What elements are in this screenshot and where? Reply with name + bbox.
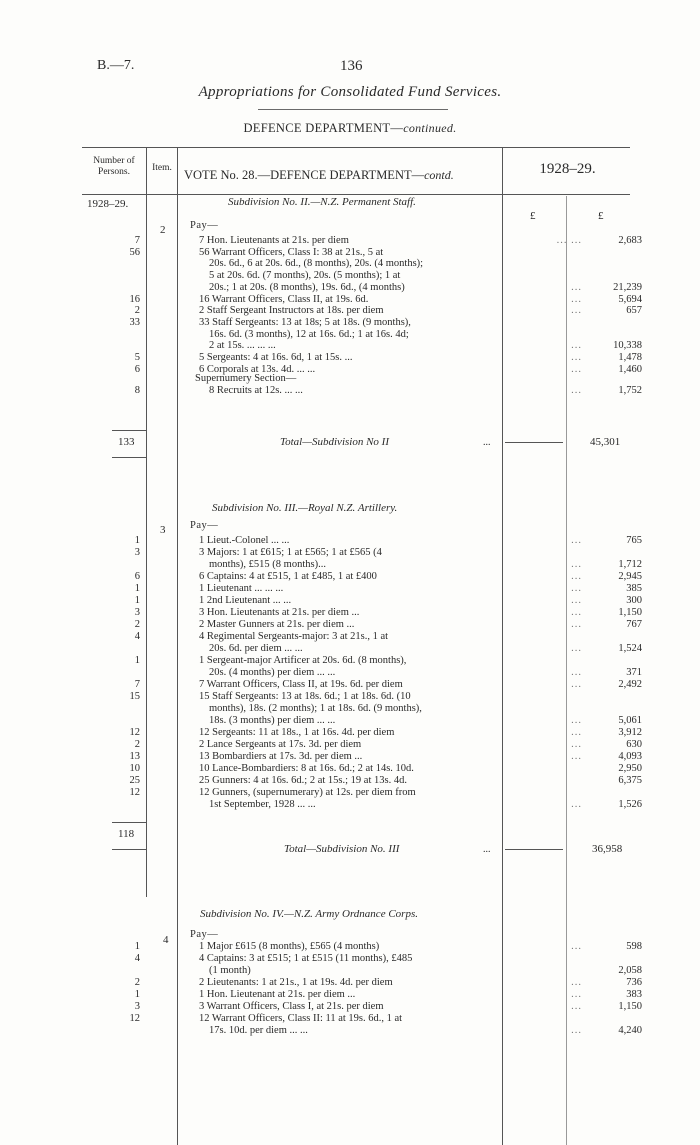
leader-dots: ...	[571, 1001, 582, 1012]
table-row	[84, 941, 642, 953]
amount-cell: 657	[626, 305, 642, 317]
amount-cell: 4,240	[618, 1025, 642, 1036]
description-cell: (1 month)	[209, 965, 251, 976]
subdivision-2-pay-label: Pay—	[190, 220, 219, 231]
persons-cell: 25	[129, 775, 140, 786]
table-top-rule	[82, 147, 630, 148]
description-cell: 12 Warrant Officers, Class II: 11 at 19s. 6d., 1 at	[199, 1013, 403, 1024]
table-row	[84, 715, 642, 727]
subdivision-2-item-number: 2	[160, 224, 166, 236]
description-cell: 2 Lieutenants: 1 at 21s., 1 at 19s. 4d. per diem	[199, 977, 393, 988]
amount-cell: 1,526	[618, 799, 642, 810]
amount-cell: 765	[626, 535, 642, 546]
table-row	[84, 595, 642, 607]
leader-dots: ...	[571, 595, 582, 606]
persons-cell: 3	[134, 547, 140, 558]
description-cell: 8 Recruits at 12s. ... ...	[209, 385, 303, 396]
leader-dots: ...	[571, 1025, 582, 1036]
table-row	[84, 751, 642, 763]
leader-dots: ...	[571, 799, 582, 810]
table-row	[84, 787, 634, 799]
description-cell: 2 at 15s. ... ... ...	[209, 340, 276, 352]
amount-cell: 6,375	[618, 775, 642, 786]
description-cell: 18s. (3 months) per diem ... ...	[209, 715, 336, 726]
description-cell: 15 Staff Sergeants: 13 at 18s. 6d.; 1 at 18s. 6d. (10	[199, 691, 411, 702]
persons-cell: 1	[134, 535, 140, 546]
table-row	[84, 559, 642, 571]
leader-dots: ...	[571, 619, 582, 630]
supernumerary-label: Supernumery Section—	[195, 373, 297, 384]
pound-sign-left: £	[530, 210, 536, 222]
description-cell: 2 Master Gunners at 21s. per diem ...	[199, 619, 355, 630]
table-row	[84, 727, 642, 739]
subdivision-2-title: Subdivision No. II.—N.Z. Permanent Staff.	[228, 196, 416, 208]
amount-cell: 1,524	[618, 643, 642, 654]
leader-dots: ...	[571, 281, 582, 293]
description-cell: 4 Captains: 3 at £515; 1 at £515 (11 months), £485	[199, 953, 413, 964]
description-cell: 7 Warrant Officers, Class II, at 19s. 6d. per diem	[199, 679, 403, 690]
amount-cell: 300	[626, 595, 642, 606]
persons-cell: 7	[134, 235, 140, 246]
subdivision-3-title: Subdivision No. III.—Royal N.Z. Artillery.	[212, 502, 398, 514]
persons-cell: 2	[134, 739, 140, 750]
table-row	[84, 1013, 634, 1025]
description-cell: 1 Sergeant-major Artificer at 20s. 6d. (8 months),	[199, 655, 407, 666]
table-row	[84, 235, 642, 247]
description-cell: 1st September, 1928 ... ...	[209, 799, 316, 810]
leader-dots: ...	[571, 305, 582, 317]
page-number: 136	[340, 58, 363, 74]
amount-cell: 2,950	[618, 763, 642, 774]
leader-dots: ...	[571, 667, 582, 678]
amount-cell: 767	[626, 619, 642, 630]
leader-dots: ...	[571, 977, 582, 988]
persons-cell: 4	[134, 631, 140, 642]
amount-cell: 2,058	[618, 965, 642, 976]
table-row	[84, 293, 642, 306]
table-row	[84, 977, 642, 989]
description-cell: 12 Gunners, (supernumerary) at 12s. per diem from	[199, 787, 416, 798]
table-row	[84, 763, 642, 775]
subdivision-2-total-label: Total—Subdivision No II	[280, 436, 389, 448]
persons-cell: 2	[134, 305, 140, 317]
amount-cell: 630	[626, 739, 642, 750]
leader-dots: ...	[483, 844, 491, 855]
leader-dots: ...	[571, 643, 582, 654]
amount-cell: 5,061	[618, 715, 642, 726]
description-cell: 33 Staff Sergeants: 13 at 18s; 5 at 18s. (9 months),	[199, 316, 411, 328]
description-cell: 20s. (4 months) per diem ... ...	[209, 667, 336, 678]
amount-cell: 2,492	[618, 679, 642, 690]
subdivision-3-pay-label: Pay—	[190, 520, 219, 531]
description-cell: 13 Bombardiers at 17s. 3d. per diem ...	[199, 751, 363, 762]
persons-cell: 16	[129, 293, 140, 305]
table-row	[84, 703, 634, 715]
leader-dots: ...	[571, 941, 582, 952]
table-row	[84, 739, 642, 751]
persons-cell: 8	[134, 385, 140, 396]
subdivision-3-item-number: 3	[160, 524, 166, 536]
table-row	[84, 631, 634, 643]
subtotal-rule	[112, 822, 146, 823]
description-cell: 10 Lance-Bombardiers: 8 at 16s. 6d.; 2 at 14s. 10d.	[199, 763, 414, 774]
description-cell: 6 Corporals at 13s. 4d. ... ...	[199, 363, 316, 375]
description-cell: 1 Major £615 (8 months), £565 (4 months)	[199, 941, 380, 952]
persons-cell: 5	[134, 352, 140, 363]
table-row	[84, 643, 642, 655]
subdivision-3-total-amount: 36,958	[592, 843, 623, 855]
amount-total-rule	[505, 442, 563, 443]
persons-cell: 56	[129, 246, 140, 258]
persons-cell: 4	[134, 953, 140, 964]
subtotal-rule	[112, 430, 146, 431]
persons-cell: 15	[129, 691, 140, 702]
description-cell: 1 Hon. Lieutenant at 21s. per diem ...	[199, 989, 356, 1000]
persons-cell: 1	[134, 941, 140, 952]
table-row	[84, 775, 642, 787]
leader-dots: ...	[571, 559, 582, 570]
persons-cell: 33	[129, 316, 140, 328]
subdivision-4-pay-label: Pay—	[190, 929, 219, 940]
subdivision-2-total-amount: 45,301	[590, 436, 621, 448]
leader-dots: ...	[571, 989, 582, 1000]
leader-dots: ...	[571, 715, 582, 726]
persons-cell: 3	[134, 1001, 140, 1012]
table-row	[84, 247, 634, 259]
description-cell: 5 Sergeants: 4 at 16s. 6d, 1 at 15s. ...	[199, 352, 353, 363]
table-row	[84, 547, 634, 559]
subdivision-2-total-persons: 133	[118, 436, 135, 448]
description-cell: 4 Regimental Sergeants-major: 3 at 21s., 1 at	[199, 631, 389, 642]
description-cell: 2 Lance Sergeants at 17s. 3d. per diem	[199, 739, 362, 750]
amount-cell: 383	[626, 989, 642, 1000]
item-header: Item.	[152, 163, 172, 173]
description-cell: months), 18s. (2 months); 1 at 18s. 6d. (9 months),	[209, 703, 422, 714]
leader-dots: ...	[571, 751, 582, 762]
leader-dots: ...	[571, 535, 582, 546]
description-cell: 20s.; 1 at 20s. (8 months), 19s. 6d., (4 months)	[209, 281, 405, 293]
table-row	[84, 965, 642, 977]
amount-cell: 2,683	[618, 235, 642, 246]
number-of-persons-header: Number of Persons.	[93, 156, 135, 177]
leader-dots: ...	[571, 363, 582, 375]
table-row	[84, 655, 634, 667]
document-reference: B.—7.	[97, 58, 135, 73]
amount-cell: 2,945	[618, 571, 642, 582]
table-row	[84, 270, 634, 282]
amount-cell: 1,478	[618, 352, 642, 363]
leader-dots: ...	[571, 385, 582, 396]
leader-dots: ...	[571, 739, 582, 750]
description-cell: 25 Gunners: 4 at 16s. 6d.; 2 at 15s.; 19 at 13s. 4d.	[199, 775, 407, 786]
table-row	[84, 1001, 642, 1013]
description-cell: 17s. 10d. per diem ... ...	[209, 1025, 308, 1036]
description-cell: 1 Lieutenant ... ... ...	[199, 583, 284, 594]
persons-cell: 7	[134, 679, 140, 690]
amount-cell: 5,694	[618, 293, 642, 305]
persons-cell: 1	[134, 583, 140, 594]
amount-cell: 1,150	[618, 1001, 642, 1012]
table-row	[84, 583, 642, 595]
table-row	[84, 385, 642, 397]
leader-dots: ...	[483, 437, 491, 448]
persons-cell: 1	[134, 655, 140, 666]
persons-cell: 12	[129, 787, 140, 798]
table-row	[84, 571, 642, 583]
description-cell: 16 Warrant Officers, Class II, at 19s. 6d.	[199, 293, 369, 305]
amount-cell: 598	[626, 941, 642, 952]
amount-cell: 1,752	[618, 385, 642, 396]
leader-dots: ...	[571, 607, 582, 618]
persons-cell: 1	[134, 989, 140, 1000]
table-row	[84, 340, 642, 352]
amount-cell: 1,712	[618, 559, 642, 570]
persons-cell: 2	[134, 619, 140, 630]
leader-dots: ... ...	[556, 235, 582, 246]
persons-year-label: 1928–29.	[87, 198, 129, 210]
description-cell: 20s. 6d. per diem ... ...	[209, 643, 303, 654]
description-cell: 16s. 6d. (3 months), 12 at 16s. 6d.; 1 at 16s. 4d;	[209, 328, 409, 340]
table-row	[84, 989, 642, 1001]
amount-cell: 3,912	[618, 727, 642, 738]
department-heading: DEFENCE DEPARTMENT—continued.	[243, 121, 457, 135]
description-cell: 3 Warrant Officers, Class I, at 21s. per diem	[199, 1001, 384, 1012]
persons-cell: 6	[134, 363, 140, 375]
persons-cell: 6	[134, 571, 140, 582]
subdivision-4-title: Subdivision No. IV.—N.Z. Army Ordnance Corps.	[200, 908, 418, 920]
table-row	[84, 317, 634, 329]
subtotal-rule	[112, 457, 146, 458]
persons-cell: 3	[134, 607, 140, 618]
persons-cell: 13	[129, 751, 140, 762]
leader-dots: ...	[571, 293, 582, 305]
table-row	[84, 679, 642, 691]
amount-cell: 21,239	[613, 281, 642, 293]
description-cell: 5 at 20s. 6d. (7 months), 20s. (5 months); 1 at	[209, 270, 401, 282]
leader-dots: ...	[571, 571, 582, 582]
persons-cell: 2	[134, 977, 140, 988]
leader-dots: ...	[571, 679, 582, 690]
leader-dots: ...	[571, 340, 582, 352]
description-cell: 1 Lieut.-Colonel ... ...	[199, 535, 290, 546]
table-row	[84, 352, 642, 364]
table-row	[84, 953, 634, 965]
table-row	[84, 305, 642, 317]
description-cell: 56 Warrant Officers, Class I: 38 at 21s., 5 at	[199, 246, 384, 258]
description-cell: 3 Hon. Lieutenants at 21s. per diem ...	[199, 607, 360, 618]
amount-cell: 371	[626, 667, 642, 678]
table-row	[84, 363, 642, 376]
subdivision-4-item-number: 4	[163, 934, 169, 946]
leader-dots: ...	[571, 583, 582, 594]
pound-sign-right: £	[598, 210, 604, 222]
table-row	[84, 1025, 642, 1037]
table-row	[84, 691, 634, 703]
description-cell: 2 Staff Sergeant Instructors at 18s. per diem	[199, 305, 384, 317]
description-cell: 20s. 6d., 6 at 20s. 6d., (8 months), 20s. (4 months);	[209, 258, 424, 270]
table-row	[84, 258, 634, 270]
table-row	[84, 535, 642, 547]
amount-cell: 736	[626, 977, 642, 988]
persons-cell: 1	[134, 595, 140, 606]
amount-cell: 1,460	[618, 363, 642, 375]
description-cell: 12 Sergeants: 11 at 18s., 1 at 16s. 4d. per diem	[199, 727, 395, 738]
table-row	[84, 799, 642, 811]
table-head-rule	[82, 194, 630, 195]
leader-dots: ...	[571, 352, 582, 363]
title-rule	[258, 109, 448, 110]
amount-cell: 10,338	[613, 340, 642, 352]
subtotal-rule	[112, 849, 146, 850]
amount-cell: 385	[626, 583, 642, 594]
persons-cell: 12	[129, 1013, 140, 1024]
table-row	[84, 607, 642, 619]
amount-total-rule	[505, 849, 563, 850]
amount-cell: 4,093	[618, 751, 642, 762]
table-row	[84, 281, 642, 294]
vote-header: VOTE No. 28.—DEFENCE DEPARTMENT—contd.	[184, 168, 454, 182]
table-row	[84, 619, 642, 631]
description-cell: 3 Majors: 1 at £615; 1 at £565; 1 at £565 (4	[199, 547, 382, 558]
year-header: 1928–29.	[539, 161, 596, 177]
table-row	[84, 667, 642, 679]
subdivision-3-total-label: Total—Subdivision No. III	[284, 843, 400, 855]
persons-cell: 12	[129, 727, 140, 738]
persons-cell: 10	[129, 763, 140, 774]
description-cell: 7 Hon. Lieutenants at 21s. per diem	[199, 235, 349, 246]
description-cell: 1 2nd Lieutenant ... ...	[199, 595, 292, 606]
description-cell: months), £515 (8 months)...	[209, 559, 326, 570]
table-row	[84, 329, 634, 341]
leader-dots: ...	[571, 727, 582, 738]
description-cell: 6 Captains: 4 at £515, 1 at £485, 1 at £400	[199, 571, 377, 582]
amount-cell: 1,150	[618, 607, 642, 618]
page-title: Appropriations for Consolidated Fund Services.	[198, 84, 502, 100]
subdivision-3-total-persons: 118	[118, 828, 135, 840]
